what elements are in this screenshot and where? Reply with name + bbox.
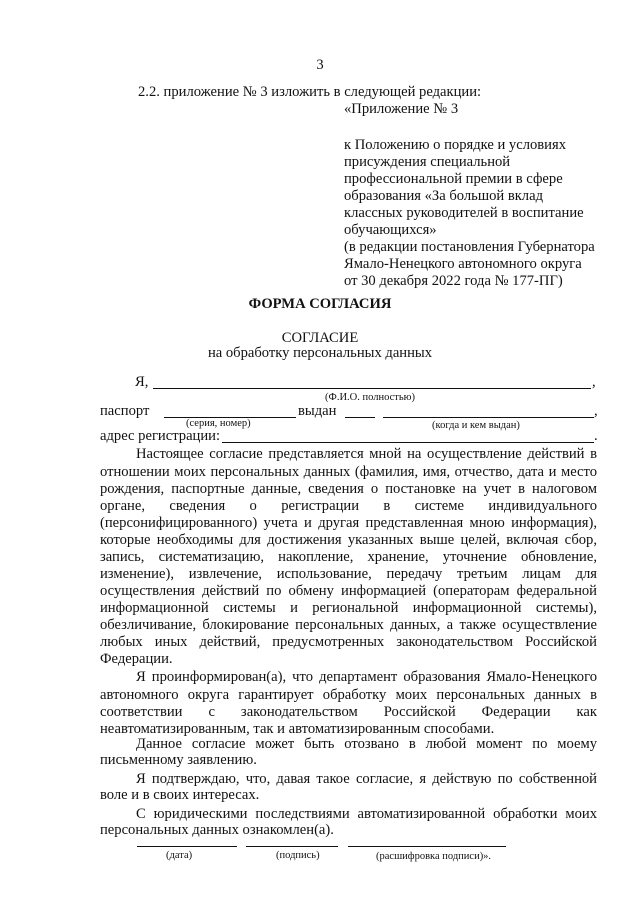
date-field[interactable]	[137, 846, 237, 847]
fio-field[interactable]	[153, 388, 591, 389]
text-line: Данное согласие может быть отозвано в любой момент по моему	[136, 736, 597, 752]
appendix-line: присуждения специальной	[344, 154, 511, 170]
text-line: которые необходимы для достижения указанных выше целей, включая сбор,	[100, 532, 597, 548]
i-label: Я,	[135, 374, 149, 390]
text-line: автономного округа гарантирует обработку моих персональных данных в	[100, 687, 597, 703]
appendix-line: Ямало-Ненецкого автономного округа	[344, 256, 582, 272]
signature-hint: (подпись)	[276, 850, 320, 861]
appendix-title: «Приложение № 3	[344, 101, 459, 117]
text-line: органе, сведения о регистрации в системе индивидуального	[100, 498, 597, 514]
signature-decode-field[interactable]	[348, 846, 506, 847]
appendix-line: (в редакции постановления Губернатора	[344, 239, 595, 255]
text-line: (персонифицированного) учета и другая представленная мною информация),	[100, 515, 597, 531]
text-line: любых иных действий, предусмотренных законодательством Российской	[100, 634, 597, 650]
date-hint: (дата)	[166, 850, 193, 861]
appendix-line: классных руководителей в воспитание	[344, 205, 584, 221]
appendix-line: от 30 декабря 2022 года № 177-ПГ)	[344, 273, 563, 289]
text-line: изменение), извлечение, использование, передачу третьим лицам для	[100, 566, 597, 582]
consent-subtitle: на обработку персональных данных	[207, 345, 433, 361]
decode-hint: (расшифровка подписи)».	[376, 851, 492, 862]
issued-label: выдан	[298, 403, 337, 419]
issued-by-field[interactable]	[383, 417, 594, 418]
text-line: Федерации.	[100, 651, 173, 667]
text-line: соответствии с законодательством Российской Федерации как	[100, 704, 597, 720]
address-label: адрес регистрации:	[100, 428, 221, 444]
fio-comma: ,	[592, 374, 596, 390]
text-line: Я подтверждаю, что, давая такое согласие, я действую по собственной	[136, 771, 597, 787]
page-number: 3	[316, 57, 324, 73]
text-line: воле и в своих интересах.	[100, 787, 260, 803]
text-line: отношении моих персональных данных (фамилия, имя, отчество, дата и место	[100, 464, 597, 480]
address-period: .	[594, 428, 598, 444]
issued-by-hint: (когда и кем выдан)	[432, 420, 520, 431]
text-line: запись, систематизацию, накопление, хранение, уточнение обновление,	[100, 549, 597, 565]
text-line: неавтоматизированным, так и автоматизированным способами.	[100, 721, 495, 737]
passport-label: паспорт	[100, 403, 150, 419]
address-field[interactable]	[222, 442, 594, 443]
issued-date-field[interactable]	[345, 417, 375, 418]
appendix-line: к Положению о порядке и условиях	[344, 137, 566, 153]
signature-field[interactable]	[246, 846, 338, 847]
text-line: информационной системы и региональной информационной системы),	[100, 600, 597, 616]
text-line: письменному заявлению.	[100, 752, 257, 768]
consent-title: СОГЛАСИЕ	[281, 330, 359, 346]
appendix-line: обучающихся»	[344, 222, 437, 238]
series-hint: (серия, номер)	[186, 418, 251, 429]
fio-hint: (Ф.И.О. полностью)	[325, 392, 415, 403]
text-line: обезличивание, блокирование персональных данных, а также осуществление	[100, 617, 597, 633]
text-line: рождения, паспортные данные, сведения о постановке на учет в налоговом	[100, 481, 597, 497]
text-line: осуществления действий по обмену информацией (операторам федеральной	[100, 583, 597, 599]
text-line: персональных данных ознакомлен(а).	[100, 822, 334, 838]
appendix-line: профессиональной премии в сфере	[344, 171, 563, 187]
text-line: Я проинформирован(а), что департамент образования Ямало-Ненецкого	[136, 669, 597, 685]
text-line: С юридическими последствиями автоматизированной обработки моих	[136, 806, 597, 822]
passport-comma: ,	[594, 403, 598, 419]
amendment-line: 2.2. приложение № 3 изложить в следующей редакции:	[138, 84, 482, 100]
form-title: ФОРМА СОГЛАСИЯ	[248, 296, 392, 312]
text-line: Настоящее согласие представляется мной на осуществление действий в	[136, 446, 597, 462]
appendix-line: образования «За большой вклад	[344, 188, 543, 204]
